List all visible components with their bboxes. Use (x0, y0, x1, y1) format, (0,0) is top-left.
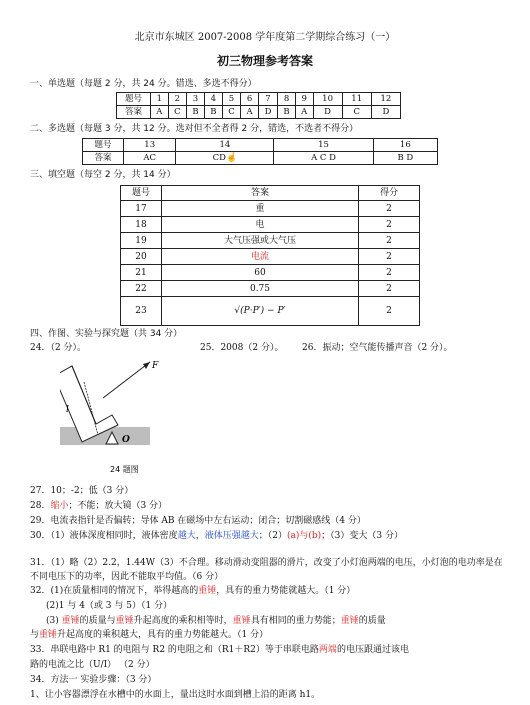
table-row (121, 217, 420, 233)
hand-cursor-icon: ☝ (225, 153, 238, 163)
q28-highlight: 缩小 (50, 501, 69, 511)
table-row (121, 233, 420, 249)
q32-text: 的质量 (358, 616, 386, 626)
document-title: 初三物理参考答案 (216, 54, 313, 68)
q24-text: 24．（2 分）。 (30, 343, 87, 353)
cell: 电流 (162, 249, 359, 265)
cell: 2 (359, 201, 420, 217)
cell: 2 (359, 265, 420, 281)
q32-text: 升起高度的乘积相等时， (133, 616, 233, 626)
figure-caption: 24 题图 (110, 465, 139, 474)
q32-text: 升起高度的乘积越大，具有的重力势能越大。（1 分） (57, 630, 269, 640)
section2-table (82, 138, 438, 165)
cell: 22 (121, 281, 162, 297)
section2-row-answers (83, 152, 438, 165)
cell: 11 (342, 93, 371, 106)
header-cell: 得分 (359, 186, 420, 201)
q32-line4 (30, 630, 268, 641)
cell: 答案 (83, 152, 124, 165)
cell: 1 (151, 93, 169, 106)
force-label: F (152, 361, 159, 371)
cell: D (313, 106, 342, 119)
cell: 2 (359, 233, 420, 249)
q29-text: 29．电流表指针是否偏转；导体 AB 在磁场中左右运动；闭合；切割磁感线（4 分） (30, 516, 366, 526)
cell: 60 (162, 265, 359, 281)
cell: A (241, 106, 259, 119)
q26-text: 26．振动；空气能传播声音（2 分）。 (302, 343, 453, 353)
section1-row-answers (117, 106, 401, 119)
q27-text: 27．10；-2；低（3 分） (30, 486, 134, 496)
cell: C (222, 106, 241, 119)
cell: B (204, 106, 222, 119)
cell-text: CD (212, 153, 226, 163)
cell: 18 (121, 217, 162, 233)
q31-text: 31．（1）略（2）2.2，1.44W（3）不合理。移动滑动变阻器的滑片，改变了小灯泡两端的电压，小灯泡的电功率是在不同电压下的功率，因此不能取平均值。（6 分） (30, 558, 503, 582)
q32-line2: (2)1 与 4（或 3 与 5）（1 分） (46, 601, 173, 611)
q32-text: 具有相同的重力势能； (250, 616, 341, 626)
q32-line1 (30, 586, 355, 597)
q32-text: (3) (46, 616, 62, 626)
q30-highlight: 液体压强越大 (204, 531, 259, 541)
cell: 21 (121, 265, 162, 281)
q32-highlight: 重锤 (340, 616, 359, 626)
q32-text: 的质量与 (79, 616, 116, 626)
force-arrowhead (143, 362, 150, 369)
q28-number: 28． (30, 501, 51, 511)
section2-row-numbers (83, 139, 438, 152)
section1-row-numbers (117, 93, 401, 106)
cell: 12 (371, 93, 400, 106)
q25-text: 25．2008（2 分）。 (200, 343, 284, 353)
formula-cell: √(P·P′) − P′ (162, 297, 359, 326)
q30-text: ， (195, 531, 205, 541)
q33-line2: 路的电流之比（U/I） （2 分） (30, 660, 155, 670)
header-cell: 答案 (162, 186, 359, 201)
cell: 2 (168, 93, 187, 106)
cell: 重 (162, 201, 359, 217)
table-row (121, 249, 420, 265)
cell: 5 (222, 93, 241, 106)
table-row (121, 265, 420, 281)
lever-diagram (60, 352, 190, 477)
q30-highlight: (a)与(b) (286, 531, 322, 541)
cell: AC (124, 152, 176, 165)
cell: 电 (162, 217, 359, 233)
q28-rest: ；不能；放大镜（3 分） (68, 501, 168, 511)
q33-text: 的电压跟通过该电 (336, 645, 409, 655)
q32-highlight: 重锤 (115, 616, 134, 626)
q33-text: 33．串联电路中 R1 的电阻与 R2 的电阻之和（R1＋R2）等于串联电路 (30, 645, 319, 655)
q30-highlight: 越大 (177, 531, 196, 541)
cell: 大气压强或大气压 (162, 233, 359, 249)
cell: 题号 (83, 139, 124, 152)
q28-line (30, 501, 167, 512)
q32-highlight: 重锤 (232, 616, 251, 626)
cell: 0.75 (162, 281, 359, 297)
cell: 19 (121, 233, 162, 249)
section1-heading: 一、单选题（每题 2 分，共 24 分。错选、多选不得分） (30, 79, 257, 89)
cell: 7 (258, 93, 277, 106)
q30-line (30, 531, 403, 542)
cell: 题号 (117, 93, 151, 106)
document-header: 北京市东城区 2007-2008 学年度第二学期综合练习（一） (134, 32, 396, 43)
q34-step1: 1、让小容器漂浮在水槽中的水面上，量出这时水面到槽上沿的距离 h1。 (30, 690, 321, 700)
q34-text: 34．方法一 实验步骤：（3 分） (30, 675, 157, 685)
cell: 13 (124, 139, 176, 152)
cell: 10 (313, 93, 342, 106)
section3-table (120, 185, 420, 326)
cell: 3 (187, 93, 205, 106)
section4-heading: 四、作图、实验与探究题（共 34 分） (30, 329, 183, 339)
section1-table (116, 92, 401, 119)
q32-highlight: 重锤 (39, 630, 58, 640)
force-arrow-line (103, 362, 150, 398)
cell: 9 (295, 93, 313, 106)
cell: B D (373, 152, 437, 165)
cell: A C D (274, 152, 373, 165)
cell: C (168, 106, 187, 119)
q33-highlight: 两端 (318, 645, 337, 655)
cell: 20 (121, 249, 162, 265)
cell: 6 (241, 93, 259, 106)
q32-text: 32．(1)在质量相同的情况下，举得越高的 (30, 586, 199, 596)
q32-text: 与 (30, 630, 40, 640)
cell: 8 (278, 93, 296, 106)
section2-heading: 二、多选题（每题 3 分，共 12 分。选对但不全者得 2 分，错选，不选者不得分） (30, 124, 359, 134)
cell: 17 (121, 201, 162, 217)
cell: 2 (359, 217, 420, 233)
q32-line3 (46, 616, 386, 627)
table-row (121, 297, 420, 326)
q32-text: ，具有的重力势能就越大。（1 分） (216, 586, 356, 596)
cell: C (342, 106, 371, 119)
cell: A (151, 106, 169, 119)
q30-text: 30．（1）液体深度相同时，液体密度 (30, 531, 178, 541)
cell: 14 (176, 139, 274, 152)
arm-label: l (66, 405, 69, 415)
table-row (121, 201, 420, 217)
q32-highlight: 重锤 (61, 616, 80, 626)
q30-text: ；（3）变大（3 分） (321, 531, 403, 541)
cell: 16 (373, 139, 437, 152)
cell: 2 (359, 281, 420, 297)
table-row (121, 281, 420, 297)
cell: B (187, 106, 205, 119)
cell: D (371, 106, 400, 119)
cell: 15 (274, 139, 373, 152)
pivot-label: O (122, 435, 130, 445)
section3-header-row (121, 186, 420, 201)
section3-heading: 三、填空题（每空 2 分，共 14 分） (30, 170, 176, 180)
cell: 2 (359, 249, 420, 265)
cell: D (258, 106, 277, 119)
cell: B (278, 106, 296, 119)
q32-highlight: 重锤 (198, 586, 217, 596)
q30-text: ；（2） (258, 531, 287, 541)
cell (176, 152, 274, 165)
cell: 23 (121, 297, 162, 326)
header-cell: 题号 (121, 186, 162, 201)
cell: A (295, 106, 313, 119)
cell: 4 (204, 93, 222, 106)
cell: 2 (359, 297, 420, 326)
q33-line1 (30, 645, 409, 656)
cell: 答案 (117, 106, 151, 119)
